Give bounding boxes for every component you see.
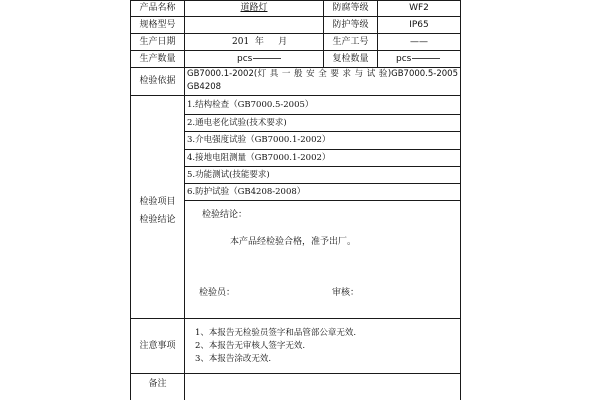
value-production-date xyxy=(232,36,287,48)
note-line-1: 1、本报告无检验员签字和品管部公章无效. xyxy=(195,328,357,338)
rule xyxy=(184,131,461,132)
date-year: 201 xyxy=(232,37,250,47)
label-notes: 注意事项 xyxy=(139,341,176,351)
rule xyxy=(130,373,461,374)
inspection-item-1: 1.结构检查（GB7000.5-2005） xyxy=(187,100,314,110)
rule xyxy=(130,95,461,96)
blank-line xyxy=(253,58,281,59)
label-recheck-quantity: 复检数量 xyxy=(332,54,369,64)
note-line-3: 3、本报告涂改无效. xyxy=(195,354,272,364)
value-product-name: 道路灯 xyxy=(240,3,268,13)
value-anticorrosion-grade: WF2 xyxy=(409,3,429,13)
date-month-unit: 月 xyxy=(278,37,288,47)
label-anticorrosion-grade: 防腐等级 xyxy=(332,3,369,13)
label-remarks: 备注 xyxy=(148,379,167,389)
blank-line xyxy=(412,58,440,59)
value-recheck-quantity xyxy=(396,53,440,65)
date-year-unit: 年 xyxy=(254,37,264,47)
label-product-name: 产品名称 xyxy=(139,3,176,13)
label-production-quantity: 生产数量 xyxy=(139,54,176,64)
label-model: 规格型号 xyxy=(139,20,176,30)
rule xyxy=(184,200,461,201)
rule xyxy=(184,0,185,400)
basis-line-2: GB4208 xyxy=(187,82,222,92)
value-production-quantity xyxy=(237,53,281,65)
inspection-item-5: 5.功能测试(技能要求) xyxy=(187,170,270,180)
rule xyxy=(130,318,461,319)
label-inspection-conclusion: 检验结论 xyxy=(139,215,176,225)
conclusion-title: 检验结论： xyxy=(202,210,248,220)
reviewer-signature-label: 审核： xyxy=(332,288,360,298)
inspection-item-3: 3.介电强度试验（GB7000.1-2002） xyxy=(187,135,331,145)
note-line-2: 2、本报告无审核人签字无效. xyxy=(195,341,306,351)
label-inspection-items: 检验项目 xyxy=(139,197,176,207)
rule xyxy=(130,0,461,1)
rule xyxy=(460,0,461,400)
rule xyxy=(130,16,461,17)
quantity-unit: pcs xyxy=(237,54,253,64)
value-production-number: —— xyxy=(410,37,428,47)
conclusion-text: 本产品经检验合格，准予出厂。 xyxy=(230,237,357,247)
inspection-item-2: 2.通电老化试验(技术要求) xyxy=(187,118,287,128)
value-protection-grade: IP65 xyxy=(409,20,429,30)
rule xyxy=(184,166,461,167)
inspection-item-4: 4.接地电阻测量（GB7000.1-2002） xyxy=(187,153,331,163)
label-production-number: 生产工号 xyxy=(332,37,369,47)
rule xyxy=(130,33,461,34)
rule xyxy=(184,183,461,184)
label-protection-grade: 防护等级 xyxy=(332,20,369,30)
inspector-signature-label: 检验员： xyxy=(199,288,236,298)
inspection-item-6: 6.防护试验（GB4208-2008） xyxy=(187,187,306,197)
recheck-unit: pcs xyxy=(396,54,412,64)
basis-line-1: GB7000.1-2002(灯 具 一 般 安 全 要 求 与 试 验)GB7000.5-2005 xyxy=(187,69,458,79)
label-inspection-basis: 检验依据 xyxy=(139,76,176,86)
rule xyxy=(184,114,461,115)
label-production-date: 生产日期 xyxy=(139,37,176,47)
rule xyxy=(130,50,461,51)
rule xyxy=(184,149,461,150)
